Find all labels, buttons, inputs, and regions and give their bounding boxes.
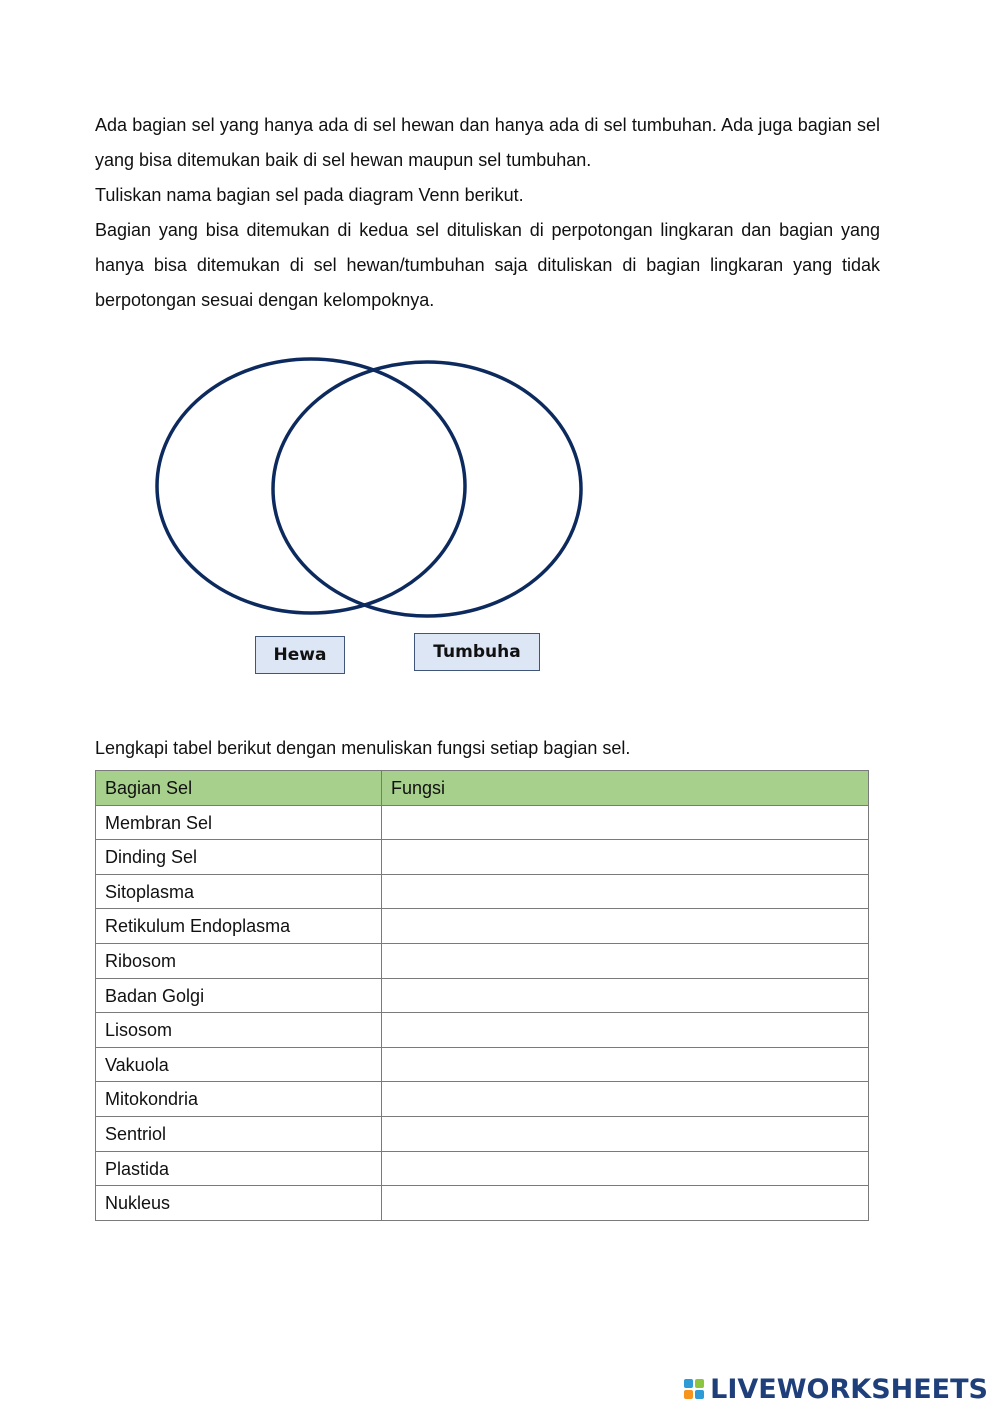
table-row xyxy=(96,840,869,875)
venn-answer-zone-tumbuhan[interactable] xyxy=(470,400,565,570)
instruction-paragraph-1: Ada bagian sel yang hanya ada di sel hewan dan hanya ada di sel tumbuhan. Ada juga bagian sel yang bisa ditemukan baik di sel hewan maupun sel tumbuhan. xyxy=(95,115,880,170)
cell-part-name: Lisosom xyxy=(96,1013,382,1048)
table-row xyxy=(96,978,869,1013)
cell-part-name: Sitoplasma xyxy=(96,874,382,909)
table-row xyxy=(96,1013,869,1048)
table-row xyxy=(96,1151,869,1186)
cell-function-answer[interactable] xyxy=(382,1116,869,1151)
cell-function-answer[interactable] xyxy=(382,1082,869,1117)
cell-function-answer[interactable] xyxy=(382,943,869,978)
cell-function-answer[interactable] xyxy=(382,874,869,909)
table-header-row xyxy=(96,771,869,806)
cell-part-name: Mitokondria xyxy=(96,1082,382,1117)
table-row xyxy=(96,909,869,944)
venn-diagram xyxy=(0,0,1000,700)
venn-answer-zone-intersection[interactable] xyxy=(285,400,455,570)
instruction-paragraph-3: Bagian yang bisa ditemukan di kedua sel dituliskan di perpotongan lingkaran dan bagian yang hanya bisa ditemukan di sel hewan/tumbuhan saja dituliskan di bagian lingkaran yang tidak berpotongan sesuai dengan kelompoknya. xyxy=(95,220,880,310)
venn-label-tumbuhan: Tumbuha xyxy=(414,633,540,671)
cell-parts-table xyxy=(95,770,869,1221)
cell-function-answer[interactable] xyxy=(382,1047,869,1082)
cell-function-answer[interactable] xyxy=(382,1186,869,1221)
table-instruction: Lengkapi tabel berikut dengan menuliskan fungsi setiap bagian sel. xyxy=(95,738,631,758)
header-fungsi: Fungsi xyxy=(382,771,869,806)
liveworksheets-logo-text: LIVEWORKSHEETS xyxy=(710,1373,988,1405)
cell-part-name: Ribosom xyxy=(96,943,382,978)
cell-part-name: Nukleus xyxy=(96,1186,382,1221)
table-row xyxy=(96,1047,869,1082)
cell-function-answer[interactable] xyxy=(382,1013,869,1048)
cell-part-name: Sentriol xyxy=(96,1116,382,1151)
liveworksheets-logo-icon xyxy=(684,1379,704,1399)
cell-function-answer[interactable] xyxy=(382,1151,869,1186)
cell-function-answer[interactable] xyxy=(382,805,869,840)
header-bagian-sel: Bagian Sel xyxy=(96,771,382,806)
cell-function-answer[interactable] xyxy=(382,909,869,944)
cell-function-answer[interactable] xyxy=(382,978,869,1013)
table-row xyxy=(96,1186,869,1221)
cell-part-name: Badan Golgi xyxy=(96,978,382,1013)
table-row xyxy=(96,943,869,978)
table-row xyxy=(96,805,869,840)
cell-part-name: Dinding Sel xyxy=(96,840,382,875)
cell-function-answer[interactable] xyxy=(382,840,869,875)
table-row xyxy=(96,874,869,909)
cell-part-name: Membran Sel xyxy=(96,805,382,840)
table-row xyxy=(96,1116,869,1151)
venn-label-hewan: Hewa xyxy=(255,636,345,674)
cell-part-name: Plastida xyxy=(96,1151,382,1186)
instruction-paragraph-2: Tuliskan nama bagian sel pada diagram Venn berikut. xyxy=(95,185,524,205)
venn-answer-zone-hewan[interactable] xyxy=(175,400,265,570)
cell-part-name: Retikulum Endoplasma xyxy=(96,909,382,944)
table-row xyxy=(96,1082,869,1117)
liveworksheets-logo xyxy=(684,1374,988,1404)
cell-part-name: Vakuola xyxy=(96,1047,382,1082)
